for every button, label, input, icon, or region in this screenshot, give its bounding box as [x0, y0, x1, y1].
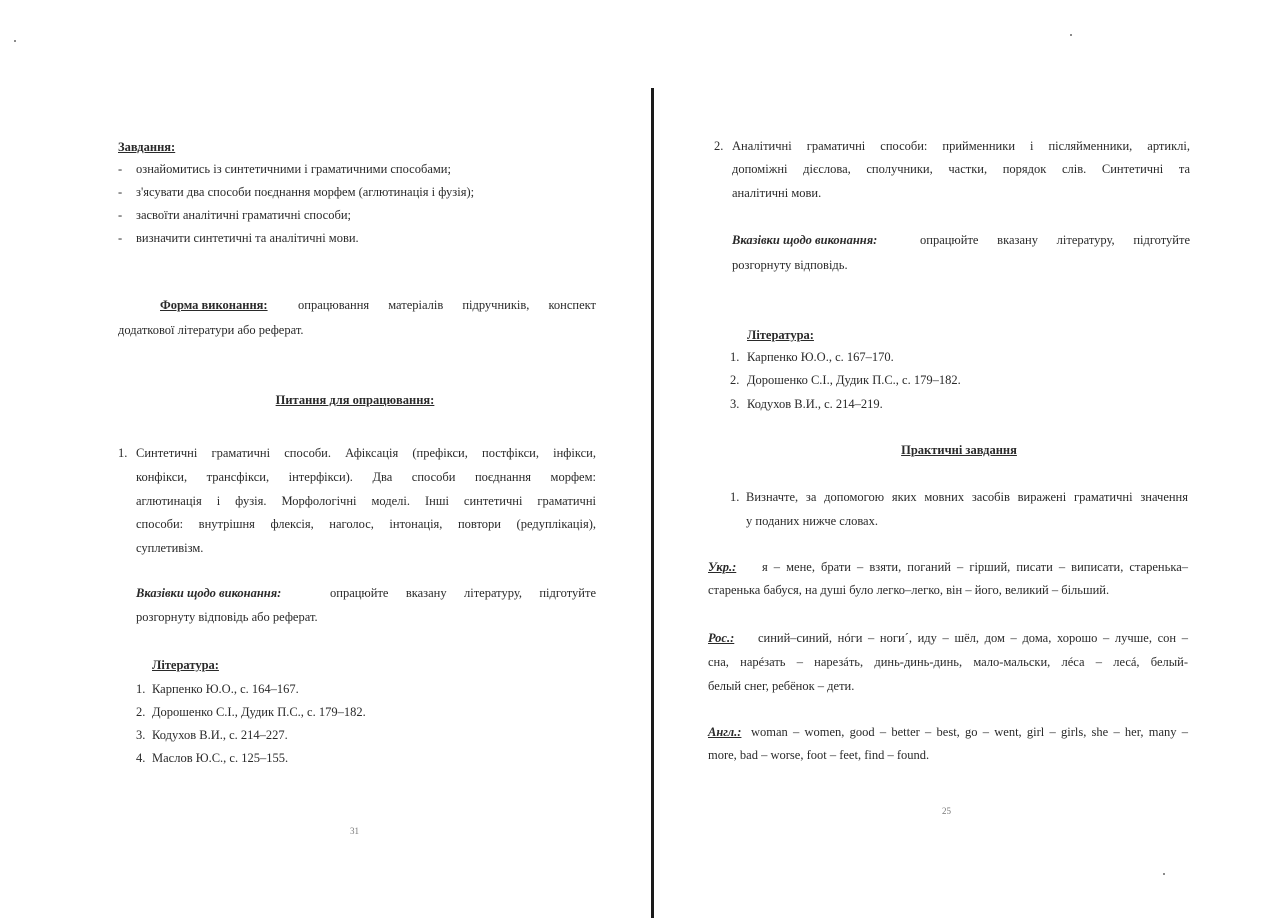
instructions-label: Вказівки щодо виконання:: [136, 586, 282, 600]
eng-examples: more, bad – worse, foot – feet, find – found.: [708, 748, 930, 762]
task-bullet: -: [118, 185, 123, 199]
form-text: додаткової літератури або реферат.: [118, 323, 304, 337]
question-text: Аналітичні граматичні способи: прийменники і післяйменники, артиклі,: [732, 139, 1190, 153]
book-spine: [651, 88, 654, 918]
page-number: 31: [350, 826, 359, 836]
question-text: аглютинація і фузія. Морфологічні моделі. Інші синтетичні граматичні: [136, 494, 596, 508]
ukr-examples: старенька бабуся, на душі було легко–легко, він – його, великий – більший.: [708, 583, 1110, 597]
question-text: конфікси, трансфікси, інтерфікси). Два способи поєднання морфем:: [136, 470, 596, 484]
question-text: аналітичні мови.: [732, 186, 822, 200]
literature-item: Карпенко Ю.О., с. 164–167.: [152, 682, 299, 696]
literature-item: Дорошенко С.І., Дудик П.С., с. 179–182.: [747, 373, 961, 387]
instructions-text: опрацюйте вказану літературу, підготуйте: [330, 586, 596, 600]
literature-number: 1.: [136, 682, 146, 696]
literature-heading: Література:: [747, 328, 814, 342]
literature-heading: Література:: [152, 658, 219, 672]
literature-item: Дорошенко С.І., Дудик П.С., с. 179–182.: [152, 705, 366, 719]
page-number: 25: [942, 806, 951, 816]
literature-item: Карпенко Ю.О., с. 167–170.: [747, 350, 894, 364]
practical-number: 1.: [730, 490, 740, 504]
form-label: Форма виконання:: [160, 298, 268, 312]
question-text: способи: внутрішня флексія, наголос, інтонація, повтори (редуплікація),: [136, 517, 596, 531]
eng-examples: woman – women, good – better – best, go – went, girl – girls, she – her, many –: [751, 725, 1188, 739]
question-number: 1.: [118, 446, 128, 460]
tasks-heading: Завдання:: [118, 140, 176, 154]
ros-examples: синий–синий, нóги – ноги´, иду – шёл, дом – дома, хорошо – лучше, сон –: [758, 631, 1188, 645]
practical-text: Визначте, за допомогою яких мовних засобів виражені граматичні значення: [746, 490, 1188, 504]
question-text: допоміжні дієслова, сполучники, частки, порядок слів. Синтетичні та: [732, 162, 1190, 176]
literature-item: Кодухов В.И., с. 214–227.: [152, 728, 288, 742]
literature-number: 1.: [730, 350, 740, 364]
right-page: [656, 0, 1264, 918]
task-item: засвоїти аналітичні граматичні способи;: [136, 208, 352, 222]
instructions-label: Вказівки щодо виконання:: [732, 233, 878, 247]
ukr-label: Укр.:: [708, 560, 737, 574]
scan-speck: [1163, 873, 1165, 875]
question-number: 2.: [714, 139, 724, 153]
literature-number: 2.: [730, 373, 740, 387]
practical-heading: Практичні завдання: [901, 443, 1017, 457]
practical-text: у поданих нижче словах.: [746, 514, 878, 528]
task-bullet: -: [118, 208, 123, 222]
literature-number: 4.: [136, 751, 146, 765]
task-bullet: -: [118, 231, 123, 245]
literature-number: 3.: [730, 397, 740, 411]
scan-speck: [14, 40, 16, 42]
task-item: з'ясувати два способи поєднання морфем (аглютинація і фузія);: [136, 185, 475, 199]
question-text: суплетивізм.: [136, 541, 204, 555]
form-text: опрацювання матеріалів підручників, конспект: [298, 298, 596, 312]
question-text: Синтетичні граматичні способи. Афіксація (префікси, постфікси, інфікси,: [136, 446, 596, 460]
scan-speck: [1070, 34, 1072, 36]
instructions-text: розгорнуту відповідь.: [732, 258, 848, 272]
ukr-examples: я – мене, брати – взяти, поганий – гірший, писати – виписати, старенька–: [762, 560, 1188, 574]
ros-examples: сна, нарéзать – нарезáть, динь-динь-динь, мало-мальски, лéса – лесá, белый-: [708, 655, 1188, 669]
task-bullet: -: [118, 162, 123, 176]
instructions-text: опрацюйте вказану літературу, підготуйте: [920, 233, 1190, 247]
literature-number: 3.: [136, 728, 146, 742]
questions-heading: Питання для опрацювання:: [275, 393, 435, 407]
literature-item: Кодухов В.И., с. 214–219.: [747, 397, 883, 411]
task-item: ознайомитись із синтетичними і граматичними способами;: [136, 162, 451, 176]
ros-label: Рос.:: [708, 631, 735, 645]
task-item: визначити синтетичні та аналітичні мови.: [136, 231, 359, 245]
literature-item: Маслов Ю.С., с. 125–155.: [152, 751, 289, 765]
instructions-text: розгорнуту відповідь або реферат.: [136, 610, 318, 624]
literature-number: 2.: [136, 705, 146, 719]
ros-examples: белый снег, ребёнок – дети.: [708, 679, 855, 693]
eng-label: Англ.:: [708, 725, 742, 739]
